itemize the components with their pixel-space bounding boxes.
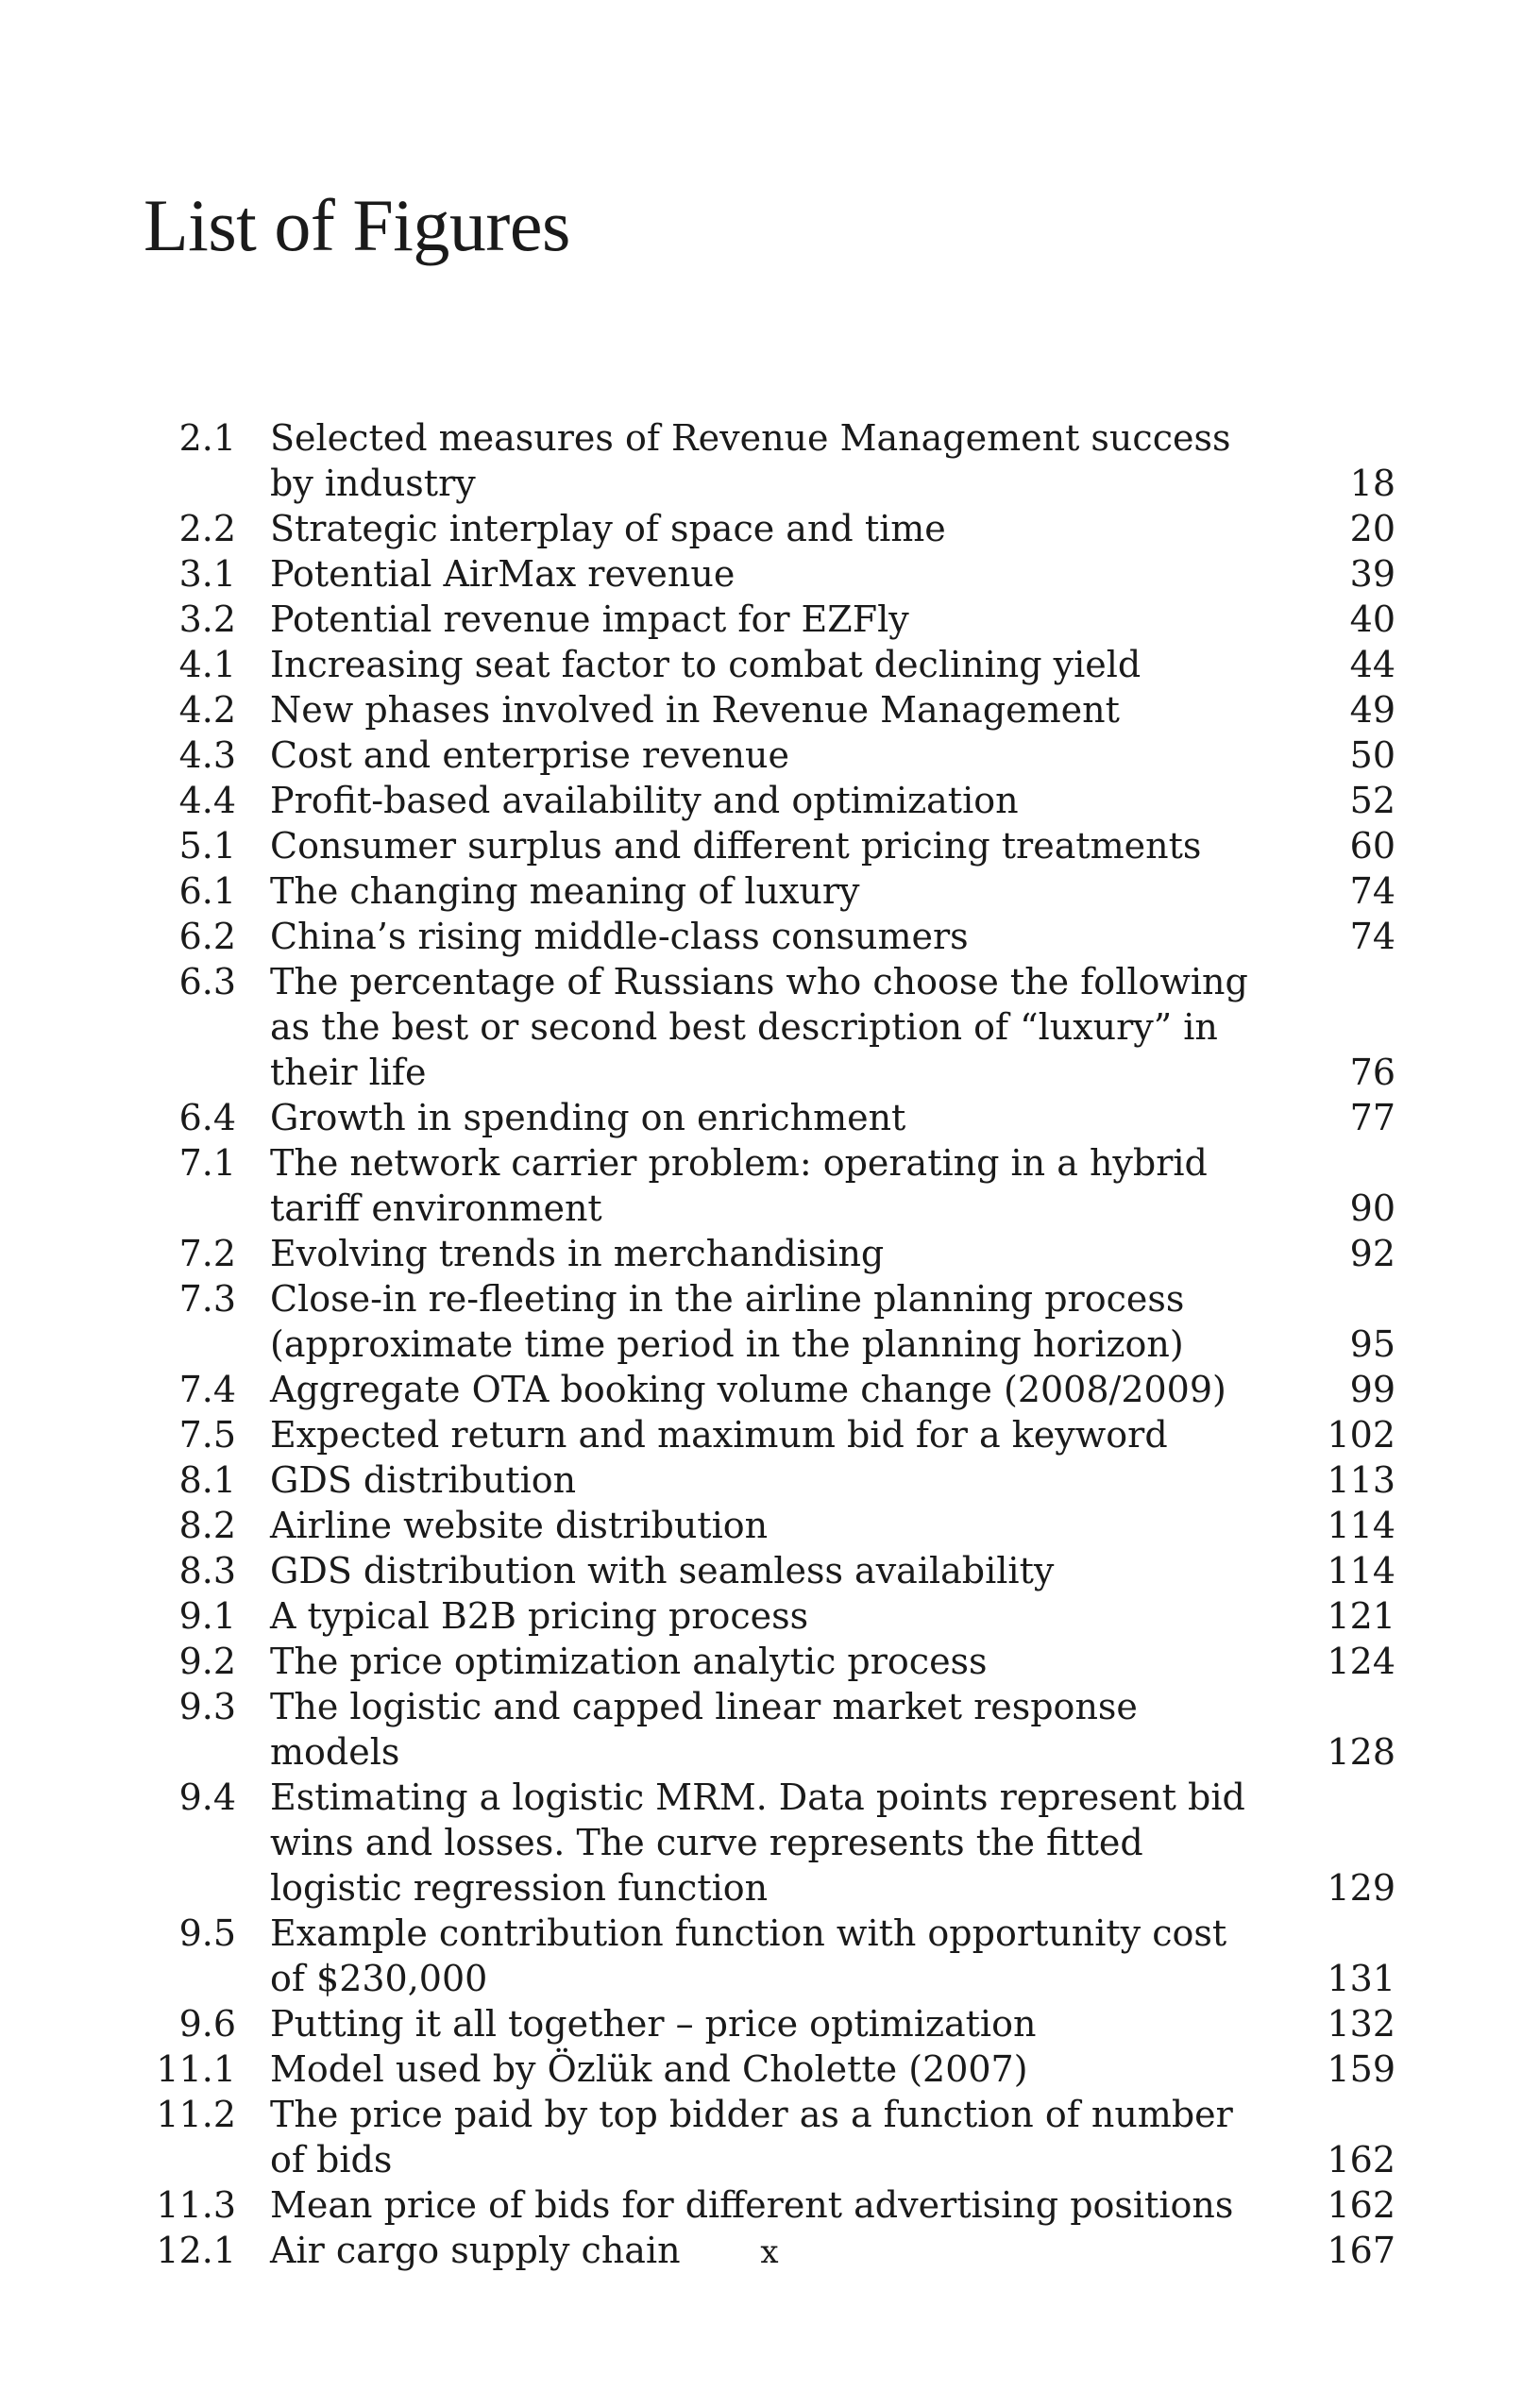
figure-page-number: 159 (1327, 2048, 1395, 2090)
figure-number: 7.4 (178, 1369, 236, 1410)
figure-number: 11.2 (156, 2094, 236, 2135)
figure-entry (0, 1367, 1539, 1412)
figure-entry (0, 642, 1539, 687)
figure-number: 4.3 (178, 734, 236, 776)
figure-page-number: 76 (1349, 1052, 1395, 1093)
figure-page-number: 162 (1327, 2184, 1395, 2226)
figure-caption: The percentage of Russians who choose the following as the best or second best description of “luxury” in their life (270, 961, 1248, 1093)
figure-caption: Estimating a logistic MRM. Data points represent bid wins and losses. The curve represents the fitted logistic regression function (270, 1777, 1245, 1909)
figure-entry (0, 1412, 1539, 1457)
figure-page-number: 44 (1349, 644, 1395, 685)
figure-number: 4.4 (178, 780, 236, 821)
figure-entry (0, 597, 1539, 642)
figure-entry (0, 1503, 1539, 1548)
figure-number: 7.2 (178, 1233, 236, 1274)
figure-entry (0, 415, 1539, 506)
figure-page-number: 50 (1349, 734, 1395, 776)
figure-number: 9.3 (178, 1686, 236, 1727)
figure-number: 7.1 (178, 1142, 236, 1184)
figure-number: 4.1 (178, 644, 236, 685)
figure-entry (0, 1684, 1539, 1775)
figure-entry (0, 1140, 1539, 1231)
figure-caption: New phases involved in Revenue Management (270, 689, 1120, 731)
figure-page-number: 162 (1327, 2139, 1395, 2181)
figure-page-number: 18 (1349, 463, 1395, 504)
figure-number: 7.3 (178, 1278, 236, 1320)
figure-number: 9.6 (178, 2003, 236, 2045)
figure-caption: The network carrier problem: operating in a hybrid tariff environment (270, 1142, 1208, 1229)
figure-caption: Putting it all together – price optimization (270, 2003, 1037, 2045)
figure-list (0, 415, 1539, 2273)
figure-entry (0, 2092, 1539, 2182)
figure-number: 6.2 (178, 916, 236, 957)
figure-caption: Aggregate OTA booking volume change (2008/2009) (270, 1369, 1226, 1410)
figure-number: 6.1 (178, 870, 236, 912)
figure-caption: A typical B2B pricing process (270, 1595, 809, 1637)
figure-page-number: 52 (1349, 780, 1395, 821)
figure-page-number: 49 (1349, 689, 1395, 731)
figure-caption: Air cargo supply chain (270, 2230, 681, 2271)
figure-entry (0, 733, 1539, 778)
figure-caption: Increasing seat factor to combat declining yield (270, 644, 1142, 685)
figure-page-number: 121 (1327, 1595, 1395, 1637)
figure-entry (0, 2046, 1539, 2092)
figure-number: 4.2 (178, 689, 236, 731)
figure-caption: Close-in re-fleeting in the airline planning process (approximate time period in the planning horizon) (270, 1278, 1185, 1365)
figure-page-number: 114 (1327, 1505, 1395, 1546)
figure-page-number: 102 (1327, 1414, 1395, 1456)
figure-entry (0, 1095, 1539, 1140)
figure-caption: The price paid by top bidder as a function of number of bids (270, 2094, 1233, 2181)
figure-entry (0, 1911, 1539, 2001)
figure-caption: Consumer surplus and different pricing treatments (270, 825, 1202, 867)
figure-caption: Mean price of bids for different advertising positions (270, 2184, 1234, 2226)
figure-caption: GDS distribution with seamless availability (270, 1550, 1055, 1591)
figure-entry (0, 1593, 1539, 1639)
figure-entry (0, 2182, 1539, 2228)
figure-page-number: 131 (1327, 1958, 1395, 1999)
figure-page-number: 74 (1349, 916, 1395, 957)
figure-entry (0, 2001, 1539, 2046)
figure-entry (0, 1457, 1539, 1503)
figure-number: 9.2 (178, 1641, 236, 1682)
figure-page-number: 167 (1327, 2230, 1395, 2271)
figure-caption: The changing meaning of luxury (270, 870, 860, 912)
figure-number: 9.5 (178, 1912, 236, 1954)
figure-number: 5.1 (178, 825, 236, 867)
figure-caption: Potential AirMax revenue (270, 553, 736, 595)
figure-entry (0, 551, 1539, 597)
figure-page-number: 113 (1327, 1459, 1395, 1501)
figure-page-number: 128 (1327, 1731, 1395, 1773)
figure-number: 6.4 (178, 1097, 236, 1138)
figure-page-number: 95 (1349, 1323, 1395, 1365)
figure-page-number: 129 (1327, 1867, 1395, 1909)
page-title: List of Figures (144, 184, 570, 266)
figure-number: 7.5 (178, 1414, 236, 1456)
figure-number: 3.2 (178, 598, 236, 640)
figure-caption: Expected return and maximum bid for a keyword (270, 1414, 1168, 1456)
figure-number: 8.2 (178, 1505, 236, 1546)
figure-entry (0, 1548, 1539, 1593)
figure-caption: Strategic interplay of space and time (270, 508, 946, 549)
figure-page-number: 74 (1349, 870, 1395, 912)
figure-caption: Potential revenue impact for EZFly (270, 598, 909, 640)
figure-caption: Example contribution function with opportunity cost of $230,000 (270, 1912, 1227, 1999)
figure-caption: Growth in spending on enrichment (270, 1097, 906, 1138)
figure-number: 2.2 (178, 508, 236, 549)
figure-number: 11.1 (156, 2048, 236, 2090)
figure-number: 8.1 (178, 1459, 236, 1501)
figure-caption: Cost and enterprise revenue (270, 734, 789, 776)
figure-page-number: 132 (1327, 2003, 1395, 2045)
figure-page-number: 77 (1349, 1097, 1395, 1138)
page-number: x (760, 2233, 779, 2271)
figure-number: 3.1 (178, 553, 236, 595)
figure-entry (0, 1276, 1539, 1367)
figure-number: 9.4 (178, 1777, 236, 1818)
figure-caption: The logistic and capped linear market response models (270, 1686, 1138, 1773)
figure-caption: China’s rising middle-class consumers (270, 916, 969, 957)
figure-page-number: 114 (1327, 1550, 1395, 1591)
figure-page-number: 124 (1327, 1641, 1395, 1682)
figure-page-number: 90 (1349, 1187, 1395, 1229)
figure-page-number: 40 (1349, 598, 1395, 640)
figure-entry (0, 1775, 1539, 1911)
figure-number: 12.1 (156, 2230, 236, 2271)
figure-entry (0, 823, 1539, 868)
figure-number: 9.1 (178, 1595, 236, 1637)
figure-page-number: 60 (1349, 825, 1395, 867)
figure-entry (0, 914, 1539, 959)
figure-entry (0, 1231, 1539, 1276)
figure-entry (0, 687, 1539, 733)
figure-page-number: 20 (1349, 508, 1395, 549)
figure-page-number: 39 (1349, 553, 1395, 595)
figure-caption: GDS distribution (270, 1459, 577, 1501)
figure-caption: Selected measures of Revenue Management success by industry (270, 417, 1231, 504)
figure-entry (0, 868, 1539, 914)
figure-page-number: 92 (1349, 1233, 1395, 1274)
figure-caption: Evolving trends in merchandising (270, 1233, 885, 1274)
figure-caption: Airline website distribution (270, 1505, 769, 1546)
figure-number: 2.1 (178, 417, 236, 459)
figure-caption: The price optimization analytic process (270, 1641, 988, 1682)
figure-entry (0, 1639, 1539, 1684)
figure-entry (0, 506, 1539, 551)
figure-page-number: 99 (1349, 1369, 1395, 1410)
figure-number: 11.3 (156, 2184, 236, 2226)
figure-number: 8.3 (178, 1550, 236, 1591)
figure-caption: Model used by Özlük and Cholette (2007) (270, 2048, 1028, 2090)
figure-entry (0, 778, 1539, 823)
figure-number: 6.3 (178, 961, 236, 1002)
figure-entry (0, 959, 1539, 1095)
figure-caption: Profit-based availability and optimization (270, 780, 1019, 821)
